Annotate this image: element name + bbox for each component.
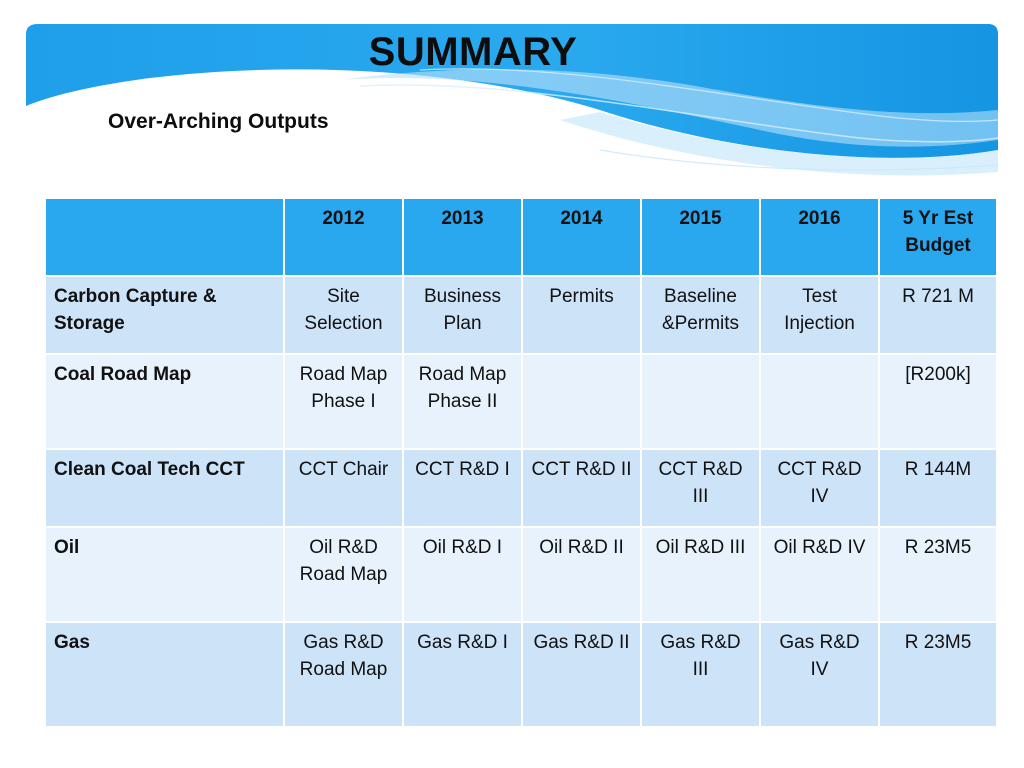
budget-cell: R 23M5 <box>879 527 997 622</box>
table-cell: Oil R&D Road Map <box>284 527 403 622</box>
table-row <box>45 527 997 622</box>
budget-cell: [R200k] <box>879 354 997 449</box>
budget-cell: R 144M <box>879 449 997 527</box>
table-cell: Road Map Phase II <box>403 354 522 449</box>
table-cell <box>760 354 879 449</box>
budget-cell: R 721 M <box>879 276 997 354</box>
header-cell-2014: 2014 <box>522 198 641 276</box>
table-cell: CCT R&D IV <box>760 449 879 527</box>
row-label: Coal Road Map <box>45 354 284 449</box>
table-row <box>45 622 997 727</box>
table-cell: Gas R&D I <box>403 622 522 727</box>
table-row <box>45 354 997 449</box>
row-label: Gas <box>45 622 284 727</box>
table-cell: CCT R&D I <box>403 449 522 527</box>
slide-title: SUMMARY <box>368 30 578 74</box>
table-cell <box>641 354 760 449</box>
table-cell: Business Plan <box>403 276 522 354</box>
table-cell: Gas R&D Road Map <box>284 622 403 727</box>
header-cell-2015: 2015 <box>641 198 760 276</box>
table-cell: Permits <box>522 276 641 354</box>
row-label: Clean Coal Tech CCT <box>45 449 284 527</box>
table-cell: Test Injection <box>760 276 879 354</box>
table-cell: CCT R&D III <box>641 449 760 527</box>
header-cell-budget: 5 Yr Est Budget <box>879 198 997 276</box>
table-row <box>45 276 997 354</box>
table-cell: CCT Chair <box>284 449 403 527</box>
budget-cell: R 23M5 <box>879 622 997 727</box>
table-cell: Baseline &Permits <box>641 276 760 354</box>
table-row <box>45 449 997 527</box>
table-cell: Site Selection <box>284 276 403 354</box>
row-label: Carbon Capture & Storage <box>45 276 284 354</box>
table-cell <box>522 354 641 449</box>
table-cell: Oil R&D II <box>522 527 641 622</box>
header-wave-band <box>0 0 1024 190</box>
row-label: Oil <box>45 527 284 622</box>
header-cell-2013: 2013 <box>403 198 522 276</box>
table-cell: Gas R&D II <box>522 622 641 727</box>
table-cell: Oil R&D III <box>641 527 760 622</box>
table-cell: Gas R&D IV <box>760 622 879 727</box>
table-cell: Oil R&D I <box>403 527 522 622</box>
header-cell-2012: 2012 <box>284 198 403 276</box>
summary-table <box>44 197 998 728</box>
header-cell-empty <box>45 198 284 276</box>
header-cell-2016: 2016 <box>760 198 879 276</box>
table-cell: Oil R&D IV <box>760 527 879 622</box>
table-cell: Road Map Phase I <box>284 354 403 449</box>
table-header-row <box>45 198 997 276</box>
table-cell: Gas R&D III <box>641 622 760 727</box>
table-cell: CCT R&D II <box>522 449 641 527</box>
slide-subtitle: Over-Arching Outputs <box>108 110 329 133</box>
